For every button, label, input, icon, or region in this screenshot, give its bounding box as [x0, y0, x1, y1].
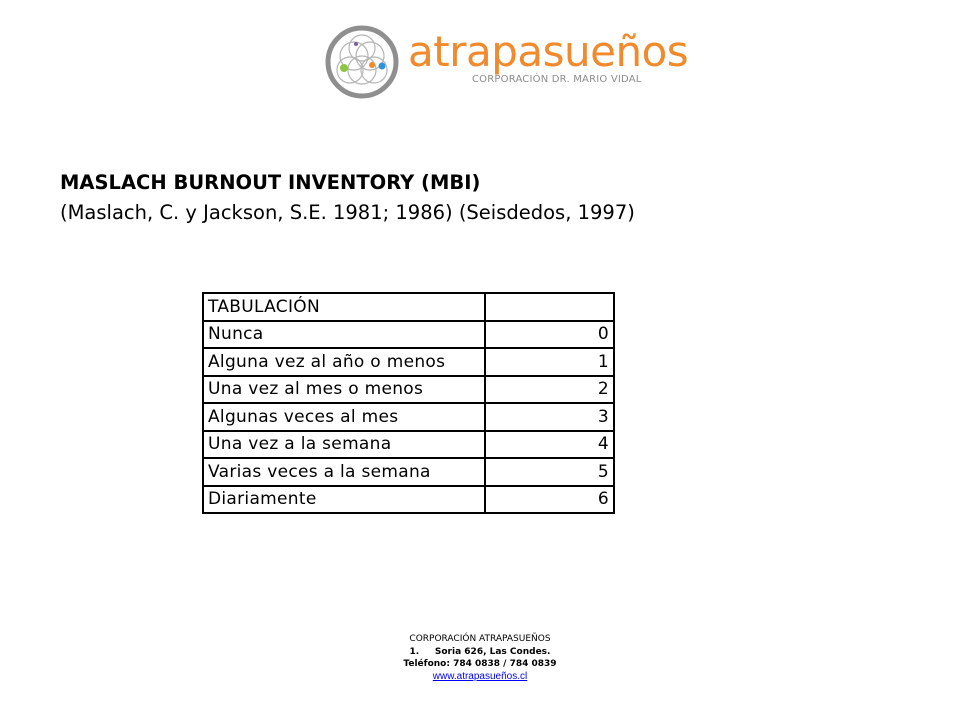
table-header-value-cell — [485, 293, 614, 321]
table-header-cell: TABULACIÓN — [203, 293, 485, 321]
frequency-value: 4 — [485, 431, 614, 459]
frequency-label: Alguna vez al año o menos — [203, 348, 485, 376]
logo-web — [337, 35, 387, 84]
brand-name: atrapasueños — [408, 27, 689, 76]
frequency-label: Algunas veces al mes — [203, 403, 485, 431]
table-row — [203, 348, 614, 376]
logo-dot-purple — [354, 42, 358, 46]
tabulation-table — [202, 292, 615, 514]
document-citation: (Maslach, C. y Jackson, S.E. 1981; 1986) (Seisdedos, 1997) — [60, 201, 635, 224]
logo-dot-blue — [379, 63, 386, 70]
dreamcatcher-icon — [322, 22, 406, 102]
frequency-value: 6 — [485, 486, 614, 514]
frequency-label: Varias veces a la semana — [203, 458, 485, 486]
frequency-label: Una vez al mes o menos — [203, 376, 485, 404]
logo-dot-green — [340, 64, 348, 72]
table-row — [203, 431, 614, 459]
brand-logo — [322, 22, 689, 102]
footer-phone: Teléfono: 784 0838 / 784 0839 — [403, 659, 557, 669]
logo-ring — [328, 28, 396, 96]
frequency-label: Diariamente — [203, 486, 485, 514]
table-row — [203, 321, 614, 349]
table-row — [203, 458, 614, 486]
document-heading — [60, 168, 635, 228]
brand-subtitle: CORPORACIÓN DR. MARIO VIDAL — [472, 74, 642, 85]
footer — [0, 633, 960, 683]
frequency-value: 0 — [485, 321, 614, 349]
table-row — [203, 403, 614, 431]
logo-dot-orange — [369, 62, 375, 68]
table-header-row — [203, 293, 614, 321]
frequency-value: 1 — [485, 348, 614, 376]
frequency-label: Una vez a la semana — [203, 431, 485, 459]
footer-org: CORPORACIÓN ATRAPASUEÑOS — [409, 634, 551, 644]
table-row — [203, 376, 614, 404]
frequency-value: 3 — [485, 403, 614, 431]
frequency-value: 5 — [485, 458, 614, 486]
document-title: MASLACH BURNOUT INVENTORY (MBI) — [60, 171, 481, 194]
frequency-value: 2 — [485, 376, 614, 404]
footer-address: 1. Soria 626, Las Condes. — [409, 646, 551, 657]
website-link[interactable]: www.atrapasueños.cl — [432, 670, 528, 682]
table-row — [203, 486, 614, 514]
frequency-label: Nunca — [203, 321, 485, 349]
